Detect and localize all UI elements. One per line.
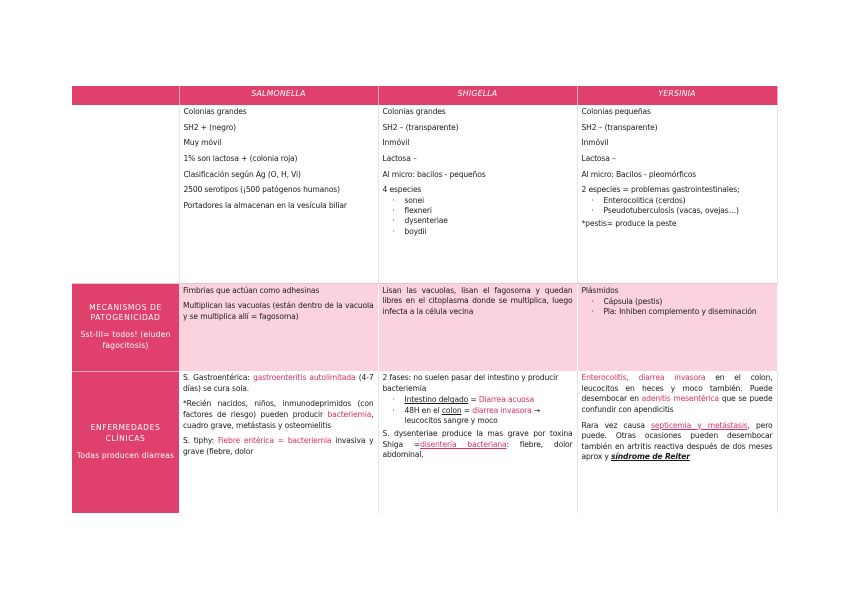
text-line: Plásmidos — [581, 285, 619, 295]
text: S. Gastroentérica: — [183, 373, 253, 382]
highlight-text: adenitis mesentérica — [641, 394, 719, 404]
list-item — [405, 395, 573, 405]
comparison-table — [72, 86, 778, 513]
header-salmonella: SALMONELLA — [179, 86, 378, 105]
header-shigella: SHIGELLA — [378, 86, 577, 105]
text: → leucocitos sangre y moco — [404, 405, 541, 425]
cell-salmonella-mecanismos — [179, 283, 378, 371]
cell-shigella-caracteristicas — [378, 105, 577, 283]
row-label-caracteristicas: CARACTERISTICAS — [72, 105, 179, 283]
row-sublabel: Sst-III= todos! (eluden fagocitosis) — [80, 330, 171, 350]
paragraph — [183, 373, 374, 394]
header-row — [72, 86, 777, 105]
list-item: · Pseudotuberculosis (vacas, ovejas…) — [604, 206, 773, 216]
text: S. tiphy: — [183, 436, 218, 446]
highlight-text: bacteriemia — [327, 409, 372, 419]
text-line: Inmóvil — [382, 138, 410, 148]
text-line: Colonias grandes — [183, 107, 247, 116]
cell-shigella-mecanismos — [378, 283, 577, 371]
text: en el colon, leucocitos en heces y moco también. Puede desembocar en — [581, 373, 773, 404]
header-empty — [72, 86, 179, 105]
text: : fiebre, dolor abdominal, — [382, 439, 573, 460]
paragraph — [582, 373, 773, 416]
text-line: SH2 + (negro) — [183, 122, 236, 132]
plasmid-list — [582, 297, 773, 318]
text: Rara vez causa — [581, 420, 652, 430]
row-enfermedades — [72, 371, 777, 513]
text: , pero puede. Otras ocasiones pueden desembocar también en artritis reactiva después de dos meses aprox y — [581, 420, 773, 462]
text: = — [461, 405, 473, 415]
list-item: · dysenteriae — [405, 216, 573, 226]
row-label-mecanismos — [72, 283, 179, 371]
highlight-text: gastroenteritis autolimitada — [252, 373, 356, 382]
text-line: Colonias pequeñas — [581, 107, 651, 116]
text-line: SH2 – (transparente) — [581, 122, 658, 132]
phase-list — [383, 395, 573, 426]
highlight-text: diarrea invasora — [472, 405, 532, 415]
text: invasiva y grave (fiebre, dolor — [183, 436, 374, 456]
text: , cuadro grave, metástasis y osteomielitis — [183, 409, 374, 430]
row-label-text: ENFERMEDADES CLÍNICAS — [90, 423, 161, 443]
species-list — [582, 196, 773, 217]
highlight-text: Fiebre entérica = bacteriemia — [217, 436, 332, 446]
highlight-text: disentería bacteriana — [420, 439, 507, 449]
highlight-text: septicemia y metástasis — [651, 420, 748, 430]
paragraph — [582, 421, 773, 464]
text: = — [468, 395, 479, 405]
text-line: Portadores la almacenan en la vesícula biliar — [183, 200, 347, 210]
list-item: · boydii — [405, 227, 573, 237]
highlight-text: Diarrea acuosa — [478, 395, 534, 405]
row-label-text: MECANISMOS DE PATOGENICIDAD — [89, 302, 162, 323]
text-line: Clasificación según Ag (O, H, Vi) — [183, 169, 301, 179]
text: 48H en el — [404, 405, 442, 415]
row-mecanismos — [72, 283, 777, 371]
text-line: Lisan las vacuolas, lisan el fagosoma y quedan libres en el citoplasma donde se multiplica, luego infecta a la célula vecina — [382, 285, 573, 316]
cell-yersinia-enfermedades — [577, 371, 777, 513]
cell-shigella-enfermedades — [378, 371, 577, 513]
list-item: · sonei — [405, 196, 573, 206]
list-item: · Pla: Inhiben complemento y diseminación — [604, 307, 773, 317]
text: colon — [441, 405, 462, 415]
text-line: Lactosa – — [382, 153, 417, 163]
highlight-text: síndrome de Reiter — [610, 452, 690, 462]
text-line: 2 fases: no suelen pasar del intestino y producir bacteriemia — [382, 373, 559, 393]
text: Intestino delgado — [404, 395, 469, 405]
header-yersinia: YERSINIA — [577, 86, 777, 105]
list-item: · Enterocolitica (cerdos) — [604, 196, 773, 206]
text-line: Al micro: bacilos - pequeños — [382, 169, 486, 179]
list-item: · Cápsula (pestis) — [604, 297, 773, 307]
text-line: Multiplican las vacuolas (están dentro de la vacuola y se multiplica allí = fagosoma) — [183, 301, 374, 321]
text: S. dysenteriae produce la mas grave por toxina Shiga = — [382, 429, 573, 449]
text-line: *pestis= produce la peste — [581, 219, 677, 229]
row-caracteristicas — [72, 105, 777, 283]
text-line: Colonias grandes — [382, 107, 446, 116]
paragraph — [183, 399, 374, 431]
cell-salmonella-enfermedades — [179, 371, 378, 513]
text-line: Al micro: Bacilos - pleomórficos — [581, 169, 697, 179]
text-line: Inmóvil — [581, 138, 609, 148]
paragraph — [183, 436, 374, 457]
text-line: SH2 – (transparente) — [382, 122, 459, 132]
cell-salmonella-caracteristicas — [179, 105, 378, 283]
text: (4-7 días) se cura sola. — [183, 373, 374, 393]
text: que se puede confundir con apendicitis — [581, 394, 773, 414]
text-line: 2 especies = problemas gastrointestinales; — [581, 185, 740, 195]
highlight-text: Enterocolitis, diarrea invasora — [581, 373, 706, 382]
text-line: Muy móvil — [183, 138, 222, 148]
row-label-enfermedades — [72, 371, 179, 513]
list-item: · flexneri — [405, 206, 573, 216]
paragraph — [383, 429, 573, 461]
text: *Recién nacidos, niños, inmunodeprimidos (con factores de riesgo) pueden producir — [183, 399, 374, 419]
row-sublabel: Todas producen diarreas — [76, 450, 175, 460]
text-line: 4 especies — [382, 185, 422, 195]
text-line: Fimbrias que actúan como adhesinas — [183, 285, 320, 295]
text-line: 2500 serotipos (¡500 patógenos humanos) — [183, 185, 340, 195]
cell-yersinia-caracteristicas — [577, 105, 777, 283]
cell-yersinia-mecanismos — [577, 283, 777, 371]
text-line: 1% son lactosa + (colonia roja) — [183, 153, 298, 163]
text-line: Lactosa – — [581, 153, 616, 163]
species-list — [383, 196, 573, 237]
list-item — [405, 406, 573, 427]
